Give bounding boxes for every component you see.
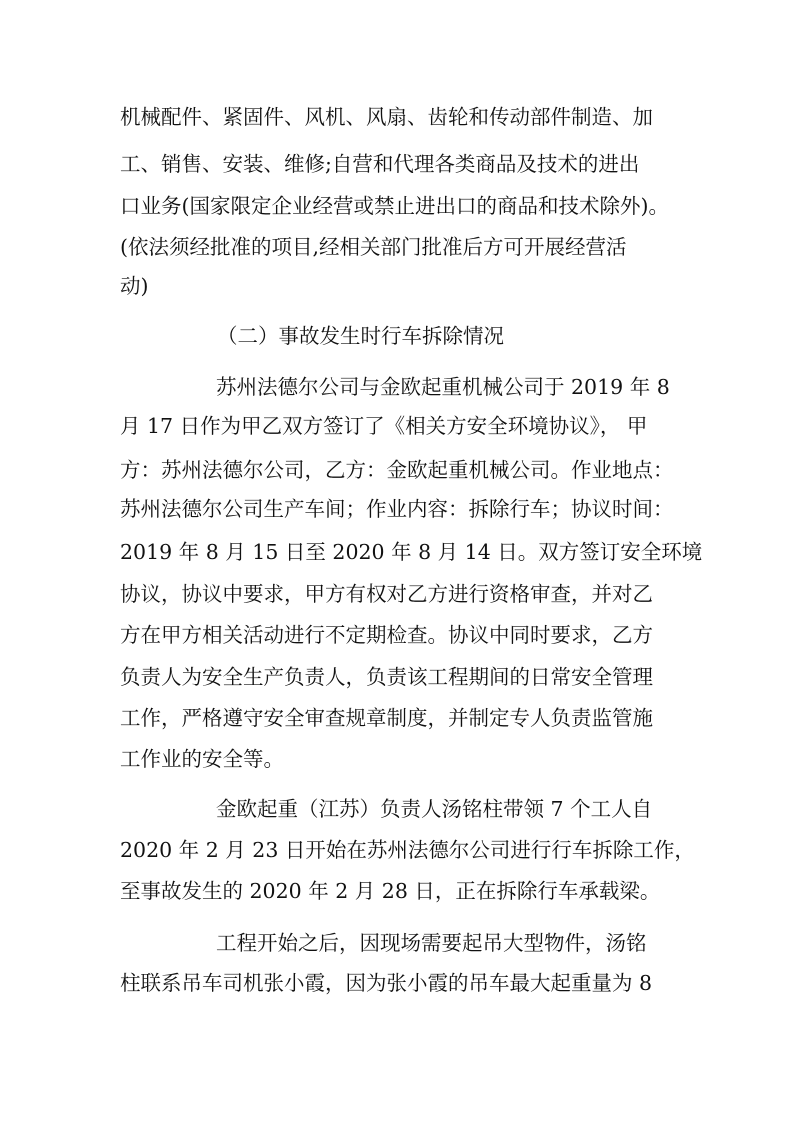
text-line: 协议，协议中要求，甲方有权对乙方进行资格审查，并对乙 [120,582,653,606]
text-line: 工作业的安全等。 [120,747,284,771]
text-line: 柱联系吊车司机张小霞，因为张小霞的吊车最大起重量为 8 [120,971,653,995]
text-line: 机械配件、紧固件、风机、风扇、齿轮和传动部件制造、加 [120,105,653,129]
text-line: (依法须经批准的项目,经相关部门批准后方可开展经营活 [120,235,627,259]
text-line: 方在甲方相关活动进行不定期检查。协议中同时要求，乙方 [120,623,653,647]
text-line: 负责人为安全生产负责人，负责该工程期间的日常安全管理 [120,665,653,689]
paragraph-first-line: 苏州法德尔公司与金欧起重机械公司于 2019 年 8 [216,375,670,399]
text-line: 动) [120,274,149,298]
paragraph-first-line: 金欧起重（江苏）负责人汤铭柱带领 7 个工人自 [216,797,653,821]
paragraph-first-line: 工程开始之后，因现场需要起吊大型物件，汤铭 [216,931,647,955]
text-line: 2019 年 8 月 15 日至 2020 年 8 月 14 日。双方签订安全环境 [120,540,703,564]
text-line: 至事故发生的 2020 年 2 月 28 日，正在拆除行车承载梁。 [120,879,661,903]
text-line: 口业务(国家限定企业经营或禁止进出口的商品和技术除外)。 [120,194,669,218]
text-line: 工、销售、安装、维修;自营和代理各类商品及技术的进出 [120,152,640,176]
text-line: 工作，严格遵守安全审查规章制度，并制定专人负责监管施 [120,706,653,730]
text-line: 月 17 日作为甲乙双方签订了《相关方安全环境协议》， 甲 [120,414,648,438]
text-line: 方：苏州法德尔公司，乙方：金欧起重机械公司。作业地点： [120,458,674,482]
text-line: 2020 年 2 月 23 日开始在苏州法德尔公司进行行车拆除工作， [120,838,695,862]
section-heading: （二）事故发生时行车拆除情况 [217,324,504,348]
text-line: 苏州法德尔公司生产车间；作业内容：拆除行车；协议时间： [120,497,674,521]
